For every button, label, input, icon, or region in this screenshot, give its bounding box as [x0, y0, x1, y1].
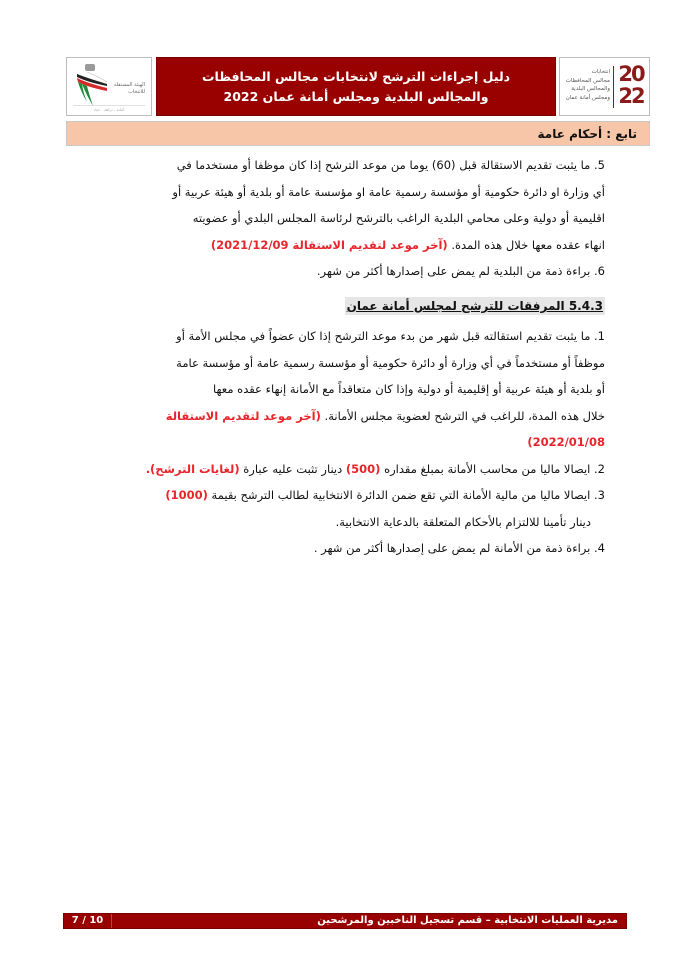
iec-motto: أمانة . نزاهة . حياد [73, 105, 145, 112]
resignation-deadline: (آخر موعد لتقديم الاستقالة [165, 408, 321, 423]
item-text: اقليمية أو دولية وعلى محامي البلدية الراغب بالترشح لرئاسة المجلس البلدي أو عضويته [192, 211, 605, 225]
elections-logo-line: انتخابات [591, 69, 610, 75]
logo-divider [613, 66, 614, 108]
document-title-line2: والمجالس البلدية ومجلس أمانة عمان 2022 [223, 88, 489, 104]
footer-department: مديرية العمليات الانتخابية – قسم تسجيل الناخبين والمرشحين [317, 915, 618, 926]
resignation-deadline: (آخر موعد لتقديم الاستقالة 2021/12/09) [210, 237, 448, 252]
year-bottom: 22 [618, 84, 644, 108]
item-text: أي وزارة او دائرة حكومية أو مؤسسة رسمية عامة او مؤسسة عامة أو بلدية أو هيئة عربية أو [172, 184, 605, 199]
section-title-bar [66, 121, 650, 146]
document-title-line1: دليل إجراءات الترشح لانتخابات مجالس المحافظات [201, 68, 511, 84]
item-text: انهاء عقده معها خلال هذه المدة. [451, 237, 605, 252]
elections-logo-line: والمجالس البلدية [571, 86, 610, 92]
list-item [75, 535, 605, 562]
item-line [75, 482, 605, 509]
iec-logo-line2: للانتخاب [128, 89, 145, 95]
elections-logo-line: مجالس المحافظات [565, 77, 610, 84]
amman-attachments [75, 323, 605, 562]
item-line [75, 232, 605, 259]
item-text: براءة ذمة من البلدية لم يمض على إصدارها أكثر من شهر. [316, 264, 591, 278]
item-text: دينار تثبت عليه عبارة [243, 461, 343, 476]
list-item [75, 323, 605, 456]
item-text: ما يثبت تقديم استقالته قبل شهر من بدء موعد الترشح إذا كان عضواً في مجلس الأمة أو [176, 329, 591, 343]
item-line [75, 152, 605, 179]
item-line [75, 323, 605, 350]
year-2022-mark [617, 63, 645, 111]
item-text: خلال هذه المدة، للراغب في الترشح لعضوية مجلس الأمانة. [324, 408, 605, 423]
list-item [75, 482, 605, 535]
item-number: 2. [594, 461, 605, 476]
item-number: 6. [594, 264, 605, 278]
jordan-flag-emblem-icon [73, 62, 109, 108]
elections-logo-line: ومجلس أمانة عمان [565, 94, 610, 101]
receipt-phrase: (لغايات الترشح). [145, 461, 240, 476]
item-text: ايصالا ماليا من مالية الأمانة التي تقع ضمن الدائرة الانتخابية لطالب الترشح بقيمة [211, 488, 591, 502]
item-text: موظفاً أو مستخدماً في أي وزارة أو دائرة حكومية أو مؤسسة رسمية عامة أو مؤسسة عامة [176, 355, 605, 370]
item-text: دينار تأمينا للالتزام بالأحكام المتعلقة بالدعاية الانتخابية. [335, 514, 591, 529]
iec-logo [66, 57, 152, 116]
document-body [75, 152, 605, 285]
resignation-deadline-date: 2022/01/08) [527, 435, 605, 449]
list-item [75, 258, 605, 285]
page-footer [63, 913, 627, 929]
elections-logo-text [564, 68, 610, 102]
iec-logo-line1: الهيئة المستقلة [113, 82, 145, 88]
section-title: تابع : أحكام عامة [537, 126, 637, 141]
page-header [66, 57, 650, 116]
iec-logo-text [105, 82, 145, 96]
section-heading-5-4-3: 5.4.3 المرفقات للترشح لمجلس أمانة عمان [346, 299, 603, 313]
item-number: 1. [594, 329, 605, 343]
item-text: ايصالا ماليا من محاسب الأمانة بمبلغ مقداره [384, 461, 591, 476]
item-number: 5. [594, 158, 605, 172]
item-number: 3. [594, 488, 605, 502]
list-item [75, 456, 605, 483]
item-number: 4. [594, 541, 605, 555]
year-top: 20 [618, 62, 644, 86]
list-item [75, 152, 605, 258]
fee-amount: (500) [345, 461, 381, 476]
item-text: ما يثبت تقديم الاستقالة قبل (60) يوما من موعد الترشح إذا كان موظفا أو مستخدما في [176, 158, 591, 172]
item-text: أو بلدية أو هيئة عربية أو إقليمية أو دولية وإذا كان متعاقداً مع الأمانة إنهاء عقده معها [213, 382, 605, 396]
deposit-amount: (1000) [165, 488, 208, 502]
elections-2022-logo [559, 57, 650, 116]
page-number: 7 / 10 [64, 914, 112, 928]
item-text: براءة ذمة من الأمانة لم يمض على إصدارها أكثر من شهر . [313, 541, 591, 555]
item-line [75, 403, 605, 430]
document-title-banner [156, 57, 556, 116]
